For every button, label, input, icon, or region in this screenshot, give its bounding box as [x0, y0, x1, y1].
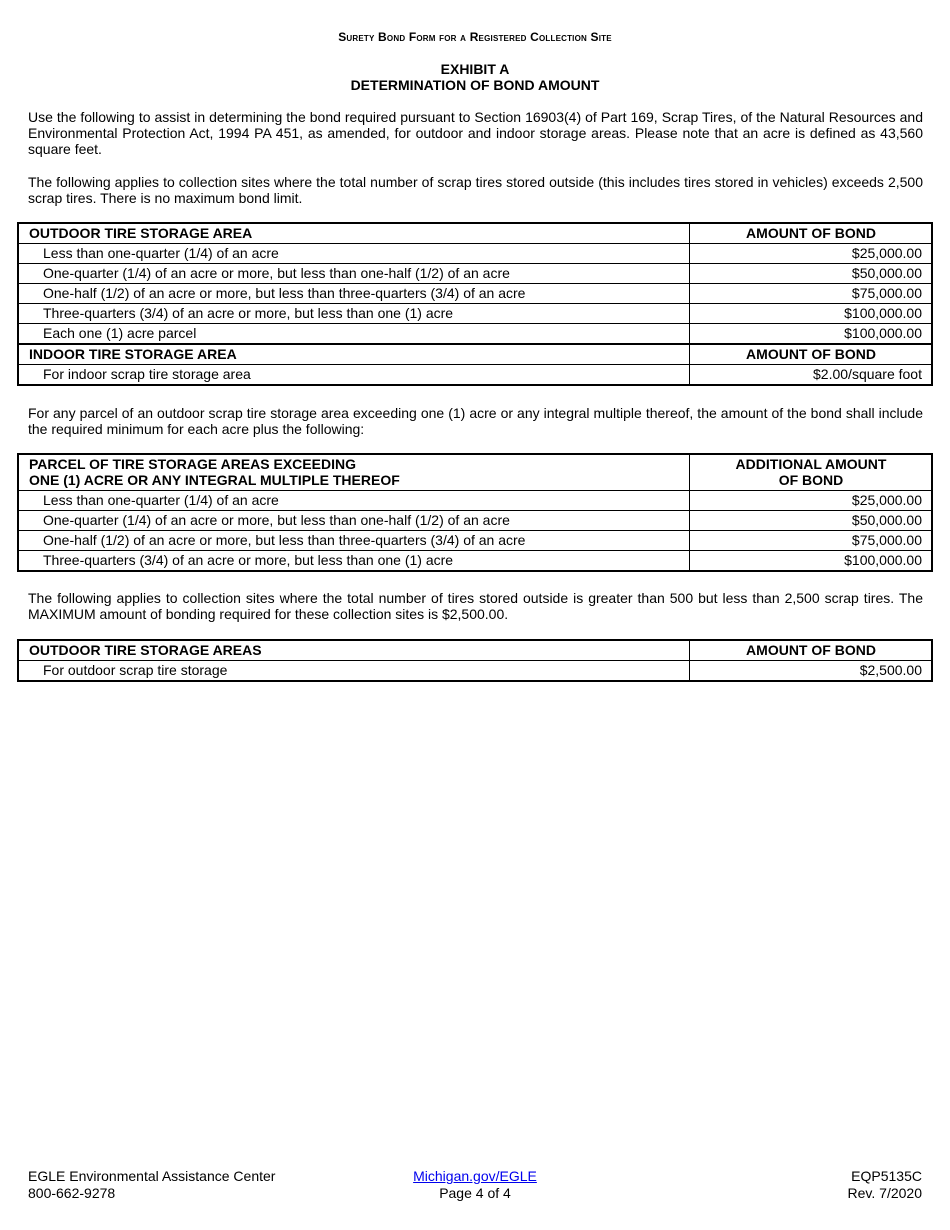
applies-paragraph-2: The following applies to collection sites where the total number of tires stored outside is greater than 500 but less than 2,500 scrap tires. The MAXIMUM amount of bonding required for these collection sites is $2,500.00. — [28, 590, 923, 622]
table-row — [18, 551, 932, 572]
footer-right — [848, 1168, 922, 1202]
row-label: For outdoor scrap tire storage — [18, 661, 690, 682]
intro-paragraph: Use the following to assist in determining the bond required pursuant to Section 16903(4) of Part 169, Scrap Tires, of the Natural Resources and Environmental Protection Act, 1994 PA 451, as amended, for outdoor and indoor storage areas. Please note that an acre is defined as 43,560 square feet. — [28, 109, 923, 157]
outdoor-areas-header: OUTDOOR TIRE STORAGE AREAS — [29, 642, 262, 658]
table-header-row — [18, 223, 932, 244]
table-header-row — [18, 640, 932, 661]
footer-form-code: EQP5135C — [851, 1168, 922, 1184]
row-amount: $25,000.00 — [690, 491, 933, 511]
outdoor-header: OUTDOOR TIRE STORAGE AREA — [29, 225, 253, 241]
footer-left — [28, 1168, 275, 1202]
row-amount: $50,000.00 — [690, 264, 933, 284]
amount-header: AMOUNT OF BOND — [690, 640, 933, 661]
parcel-header-line1: PARCEL OF TIRE STORAGE AREAS EXCEEDING — [29, 456, 356, 472]
parcel-paragraph: For any parcel of an outdoor scrap tire storage area exceeding one (1) acre or any integral multiple thereof, the amount of the bond shall include the required minimum for each acre plus the following: — [28, 405, 923, 437]
form-title: Surety Bond Form for a Registered Collection Site — [338, 30, 612, 44]
table-row — [18, 324, 932, 345]
row-label: Three-quarters (3/4) of an acre or more, but less than one (1) acre — [18, 551, 690, 572]
exhibit-heading — [0, 61, 950, 93]
row-amount: $100,000.00 — [690, 324, 933, 345]
row-label: Less than one-quarter (1/4) of an acre — [18, 244, 690, 264]
row-label: One-half (1/2) of an acre or more, but less than three-quarters (3/4) of an acre — [18, 284, 690, 304]
row-amount: $100,000.00 — [690, 551, 933, 572]
outdoor-indoor-bond-table — [17, 222, 933, 386]
row-amount: $25,000.00 — [690, 244, 933, 264]
table-header-row — [18, 454, 932, 491]
row-amount: $2.00/square foot — [690, 365, 933, 386]
table-row — [18, 264, 932, 284]
row-amount: $75,000.00 — [690, 284, 933, 304]
table-row — [18, 491, 932, 511]
amount-header: AMOUNT OF BOND — [690, 344, 933, 365]
footer-revision: Rev. 7/2020 — [847, 1185, 922, 1201]
table-row — [18, 661, 932, 682]
row-label: Three-quarters (3/4) of an acre or more, but less than one (1) acre — [18, 304, 690, 324]
michigan-egle-link[interactable]: Michigan.gov/EGLE — [413, 1168, 537, 1184]
table-row — [18, 284, 932, 304]
parcel-bond-table — [17, 453, 933, 572]
row-label: Each one (1) acre parcel — [18, 324, 690, 345]
row-label: For indoor scrap tire storage area — [18, 365, 690, 386]
exhibit-subtitle: DETERMINATION OF BOND AMOUNT — [350, 77, 600, 93]
table-row — [18, 365, 932, 386]
table-row — [18, 304, 932, 324]
row-amount: $50,000.00 — [690, 511, 933, 531]
indoor-header: INDOOR TIRE STORAGE AREA — [18, 344, 690, 365]
row-label: Less than one-quarter (1/4) of an acre — [18, 491, 690, 511]
table-row — [18, 244, 932, 264]
amount-header: AMOUNT OF BOND — [690, 223, 933, 244]
row-amount: $75,000.00 — [690, 531, 933, 551]
exhibit-label: EXHIBIT A — [440, 61, 510, 77]
row-label: One-quarter (1/4) of an acre or more, but less than one-half (1/2) of an acre — [18, 511, 690, 531]
additional-amount-line1: ADDITIONAL AMOUNT — [735, 456, 887, 472]
parcel-header — [18, 454, 690, 491]
outdoor-storage-areas-table — [17, 639, 933, 682]
footer-center — [375, 1168, 575, 1202]
footer-page-number: Page 4 of 4 — [439, 1185, 511, 1201]
row-amount: $100,000.00 — [690, 304, 933, 324]
table-row — [18, 511, 932, 531]
parcel-header-line2: ONE (1) ACRE OR ANY INTEGRAL MULTIPLE THEREOF — [29, 472, 400, 488]
table-row — [18, 531, 932, 551]
footer-org-name: EGLE Environmental Assistance Center — [28, 1168, 276, 1184]
footer-phone: 800-662-9278 — [28, 1185, 116, 1201]
row-amount: $2,500.00 — [690, 661, 933, 682]
table-header-row — [18, 344, 932, 365]
additional-amount-header — [690, 454, 933, 491]
applies-paragraph-1: The following applies to collection sites where the total number of scrap tires stored outside (this includes tires stored in vehicles) exceeds 2,500 scrap tires. There is no maximum bond limit. — [28, 174, 923, 206]
row-label: One-half (1/2) of an acre or more, but less than three-quarters (3/4) of an acre — [18, 531, 690, 551]
row-label: One-quarter (1/4) of an acre or more, but less than one-half (1/2) of an acre — [18, 264, 690, 284]
additional-amount-line2: OF BOND — [778, 472, 844, 488]
